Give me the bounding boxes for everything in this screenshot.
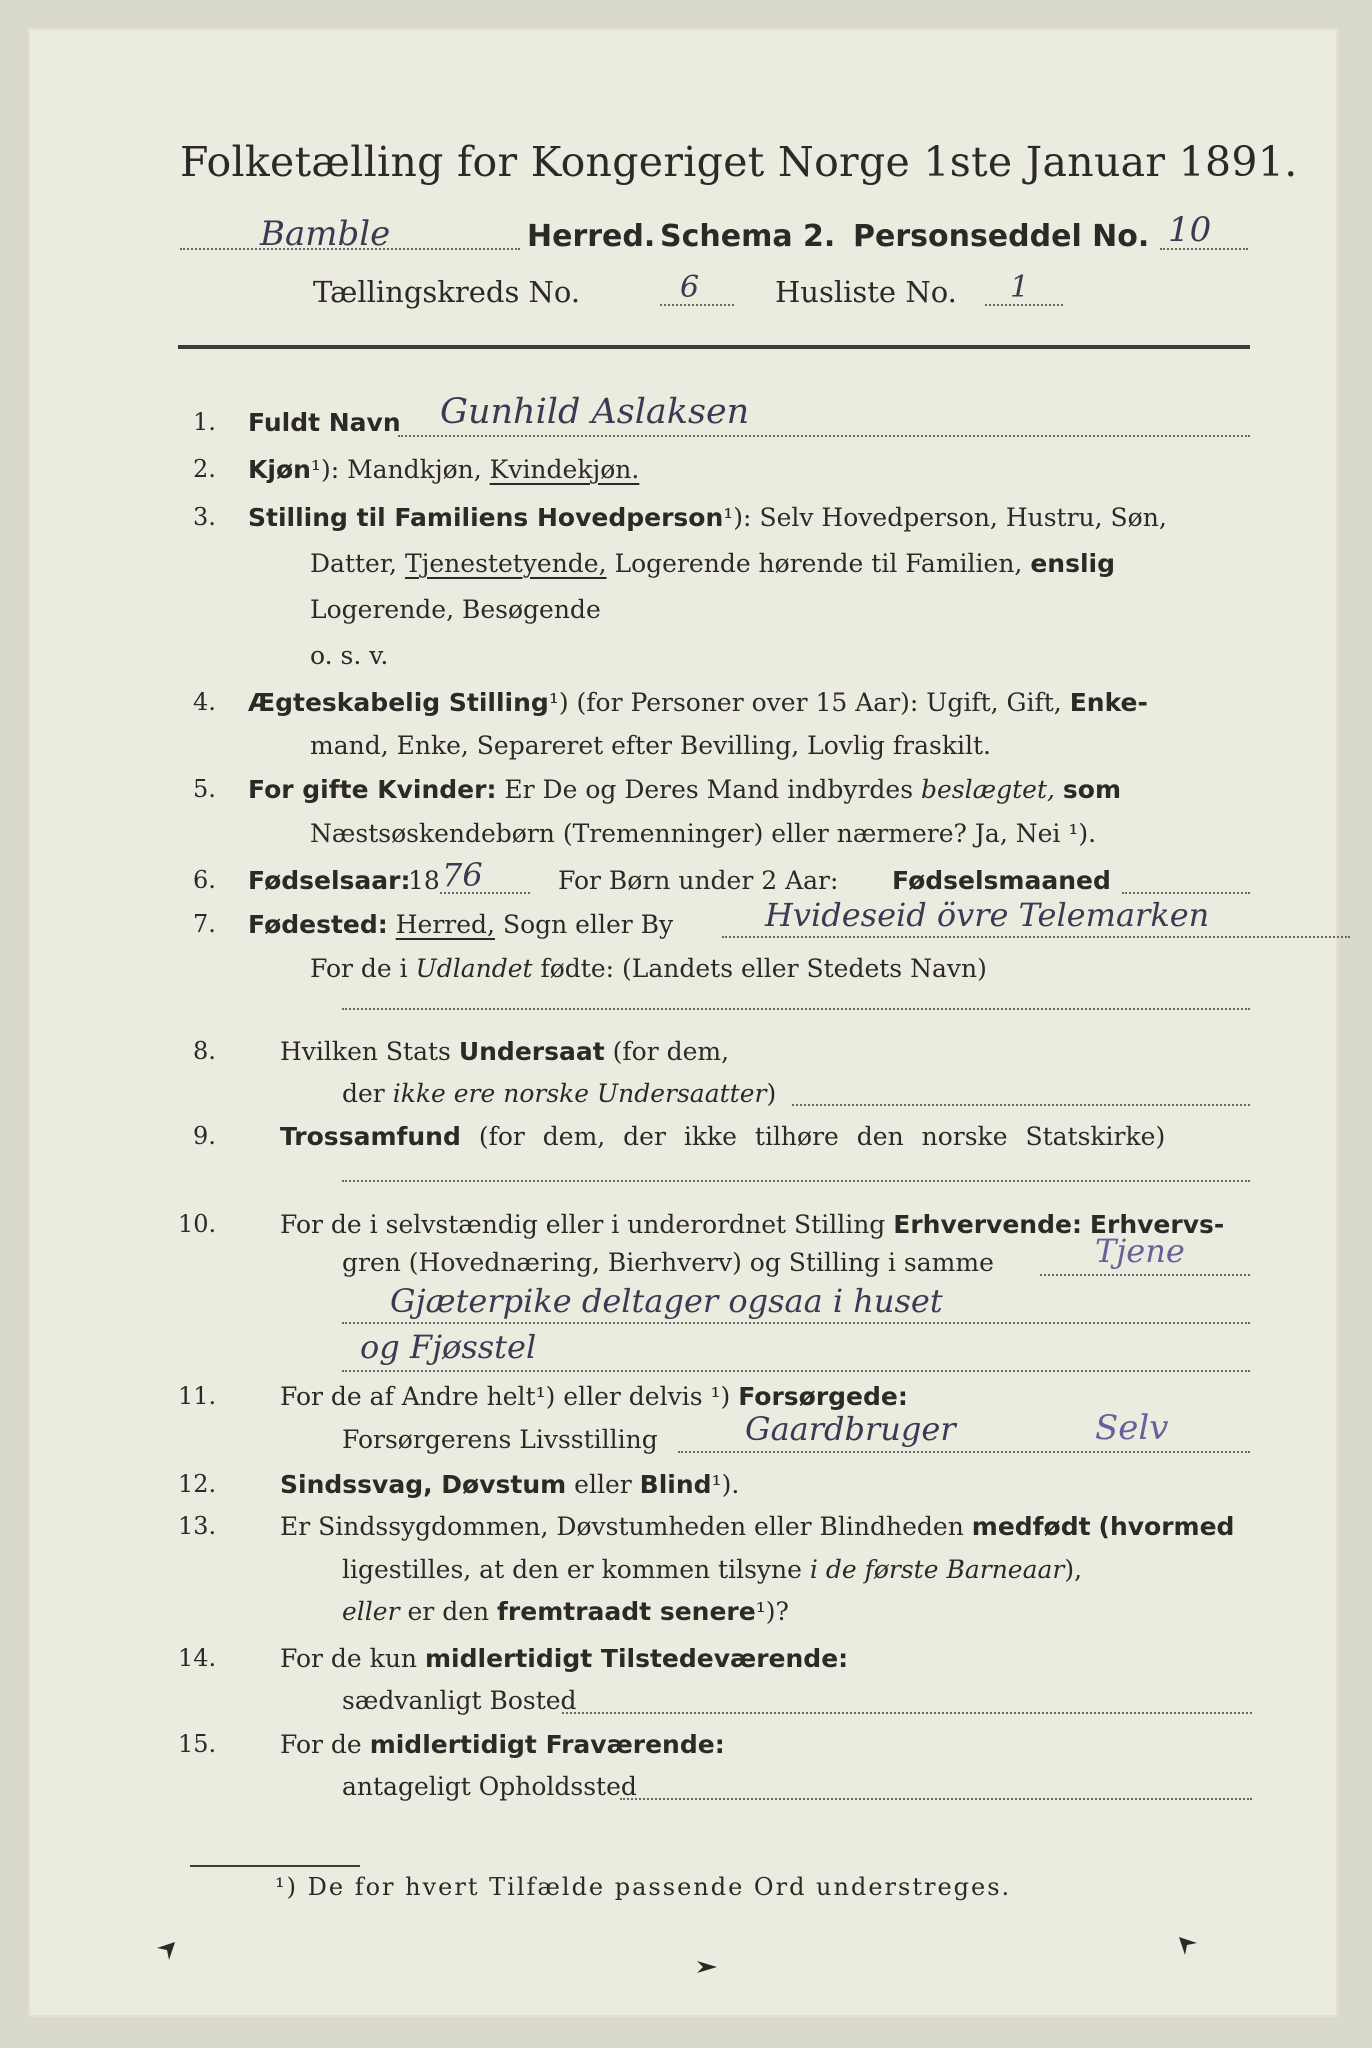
q14-line1: [280, 1644, 848, 1673]
q8-number: 8.: [193, 1037, 216, 1065]
personseddel-label: Personseddel No.: [853, 219, 1150, 254]
q10-occupation-value3: og Fjøsstel: [360, 1328, 537, 1366]
q12-blind: Blind: [639, 1470, 712, 1499]
q9-number: 9.: [193, 1122, 216, 1150]
q8-hvilken-stats: Hvilken Stats: [280, 1037, 451, 1066]
q14-for-de-kun: For de kun: [280, 1644, 418, 1673]
q15-number: 15.: [178, 1730, 217, 1758]
q5-som: som: [1062, 775, 1122, 804]
husliste-label: Husliste No.: [775, 275, 957, 309]
q4-line1: [248, 688, 1148, 717]
q2-row: [248, 455, 639, 484]
q13-hvormed: (hvormed: [1098, 1512, 1235, 1541]
q11-line1: [280, 1382, 908, 1411]
form-title: Folketælling for Kongeriget Norge 1ste Januar 1891.: [180, 138, 1298, 186]
q11-provider-value2: Selv: [1095, 1408, 1169, 1448]
q13-line3: [342, 1597, 789, 1626]
q13-close-paren: ),: [1064, 1555, 1083, 1584]
census-form-sheet: [30, 30, 1336, 2015]
q3-line3: Logerende, Besøgende: [310, 595, 601, 624]
q10-line1: [280, 1210, 1224, 1239]
q7-option-sogn-by: Sogn eller By: [502, 910, 674, 939]
q7-foreign-suffix: fødte: (Landets eller Stedets Navn): [540, 954, 987, 983]
q11-line2: Forsørgerens Livsstilling: [342, 1425, 658, 1454]
q12-eller: eller: [574, 1470, 632, 1499]
q10-occupation-value2: Gjæterpike deltager ogsaa i huset: [390, 1282, 943, 1320]
q5-line1: [248, 775, 1121, 804]
q4-option-enke: Enke-: [1069, 688, 1148, 717]
q14-line2: sædvanligt Bosted: [342, 1686, 577, 1715]
q4-label: Ægteskabelig Stilling: [248, 688, 549, 717]
q3-option-logerende: Logerende hørende til Familien,: [614, 549, 1023, 578]
q4-line2: mand, Enke, Separeret efter Bevilling, Lovlig fraskilt.: [310, 731, 991, 760]
q11-provider-value: Gaardbruger: [745, 1410, 956, 1448]
q8-ikke-norske: ikke ere norske Undersaatter: [392, 1079, 767, 1108]
q2-footnote-mark: ¹):: [310, 455, 340, 484]
q7-line1: [248, 910, 673, 939]
q3-label: Stilling til Familiens Hovedperson: [248, 503, 724, 532]
q13-fremtraadt-senere: fremtraadt senere: [497, 1597, 756, 1626]
kreds-label: Tællingskreds No.: [313, 275, 581, 309]
q13-footnote-mark: ¹)?: [755, 1597, 789, 1626]
q10-line2: gren (Hovednæring, Bierhverv) og Stilling i samme: [342, 1248, 994, 1277]
q9-text: (for dem, der ikke tilhøre den norske Statskirke): [478, 1122, 1166, 1151]
q15-line1: [280, 1730, 725, 1759]
q11-helt: For de af Andre helt: [280, 1382, 536, 1411]
q11-forsorgede: Forsørgede:: [738, 1382, 908, 1411]
q15-fravaerende: midlertidigt Fraværende:: [369, 1730, 725, 1759]
q8-for-dem: (for dem,: [612, 1037, 730, 1066]
q2-option-female-underlined: Kvindekjøn.: [489, 455, 640, 484]
q6-birth-month-label: Fødselsmaaned: [892, 866, 1111, 895]
q3-footnote-mark: ¹):: [723, 503, 752, 532]
q10-text1: For de i selvstændig eller i underordnet Stilling: [280, 1210, 886, 1239]
q6-label: Fødselsaar:: [248, 866, 411, 895]
q12-label: Sindssvag, Døvstum: [280, 1470, 567, 1499]
q1-label: Fuldt Navn: [248, 408, 401, 437]
q14-tilstedevaerende: midlertidigt Tilstedeværende:: [424, 1644, 849, 1673]
q7-number: 7.: [193, 910, 216, 938]
q5-number: 5.: [193, 775, 216, 803]
q10-number: 10.: [178, 1210, 217, 1238]
q13-barneaar: i de første Barneaar: [809, 1555, 1065, 1584]
q9-label: Trossamfund: [280, 1122, 461, 1151]
q7-udlandet: Udlandet: [415, 954, 533, 983]
q2-label: Kjøn: [248, 455, 311, 484]
q10-occupation-value1: Tjene: [1095, 1232, 1185, 1270]
q13-medfodt: medfødt: [971, 1512, 1091, 1541]
husliste-number: 1: [1010, 270, 1030, 305]
q8-line1: [280, 1037, 729, 1066]
q13-er-den: er den: [407, 1597, 490, 1626]
schema-label: Schema 2.: [660, 219, 836, 254]
q8-der: der: [342, 1079, 385, 1108]
q3-line1: [248, 503, 1167, 532]
corner-mark-center-icon: [695, 1955, 719, 1979]
q13-line2: [342, 1555, 1082, 1584]
q3-option-datter: Datter,: [310, 549, 397, 578]
q8-undersaat: Undersaat: [458, 1037, 605, 1066]
q2-number: 2.: [193, 455, 216, 483]
q3-option-enslig: enslig: [1030, 549, 1116, 578]
q7-foreign-prefix: For de i: [310, 954, 408, 983]
q3-line4: o. s. v.: [310, 641, 389, 670]
q1-number: 1.: [193, 408, 216, 436]
q7-line2: [310, 954, 987, 983]
q5-line2: Næstsøskendebørn (Tremenninger) eller nærmere? Ja, Nei ¹).: [310, 819, 1097, 848]
q11-delvis: ¹) eller delvis ¹): [535, 1382, 731, 1411]
q10-erhvervsgren: Erhvervs-: [1089, 1210, 1225, 1239]
q3-number: 3.: [193, 503, 216, 531]
q5-question: Er De og Deres Mand indbyrdes: [504, 775, 914, 804]
kreds-number: 6: [680, 270, 700, 305]
q13-line1: [280, 1512, 1234, 1541]
q3-options-line1: Selv Hovedperson, Hustru, Søn,: [759, 503, 1167, 532]
q9-line1: [280, 1122, 1165, 1151]
q12-number: 12.: [178, 1470, 217, 1498]
q12-footnote-mark: ¹).: [711, 1470, 740, 1499]
q3-option-tjenestetyende-underlined: Tjenestetyende,: [404, 549, 607, 578]
q11-number: 11.: [178, 1382, 217, 1410]
q6-birth-year-value: 76: [442, 856, 483, 894]
q13-number: 13.: [178, 1512, 217, 1540]
q12-line1: [280, 1470, 739, 1499]
q10-erhvervende: Erhvervende:: [893, 1210, 1082, 1239]
q7-birthplace-value: Hvideseid övre Telemarken: [765, 896, 1210, 934]
q13-text2: ligestilles, at den er kommen tilsyne: [342, 1555, 802, 1584]
q5-label: For gifte Kvinder:: [248, 775, 497, 804]
personseddel-number: 10: [1168, 210, 1212, 250]
q4-options-line1: ¹) (for Personer over 15 Aar): Ugift, Gift,: [548, 688, 1062, 717]
footnote: ¹) De for hvert Tilfælde passende Ord understreges.: [275, 1873, 1012, 1901]
q8-close-paren: ): [766, 1079, 777, 1108]
q8-line2: [342, 1079, 776, 1108]
q6-under-2-label: For Børn under 2 Aar:: [558, 866, 839, 895]
q14-number: 14.: [178, 1644, 217, 1672]
q7-label: Fødested:: [248, 910, 388, 939]
footnote-rule: [190, 1865, 360, 1867]
header-rule: [178, 345, 1250, 349]
corner-mark-left-icon: [155, 1940, 179, 1964]
q6-number: 6.: [193, 866, 216, 894]
herred-label: Herred.: [527, 219, 656, 254]
q15-line2: antageligt Opholdssted: [342, 1772, 637, 1801]
corner-mark-right-icon: [1175, 1935, 1199, 1959]
q6-year-prefix: 18: [408, 866, 440, 895]
q1-full-name-value: Gunhild Aslaksen: [440, 392, 750, 432]
q4-number: 4.: [193, 688, 216, 716]
q13-text1: Er Sindssygdommen, Døvstumheden eller Blindheden: [280, 1512, 964, 1541]
q13-eller: eller: [342, 1597, 400, 1626]
q5-beslaegtet: beslægtet,: [921, 775, 1055, 804]
herred-name: Bamble: [260, 214, 391, 254]
q3-line2: [310, 549, 1115, 578]
q15-for-de: For de: [280, 1730, 362, 1759]
q7-option-herred-underlined: Herred,: [395, 910, 495, 939]
q2-option-male: Mandkjøn,: [347, 455, 482, 484]
